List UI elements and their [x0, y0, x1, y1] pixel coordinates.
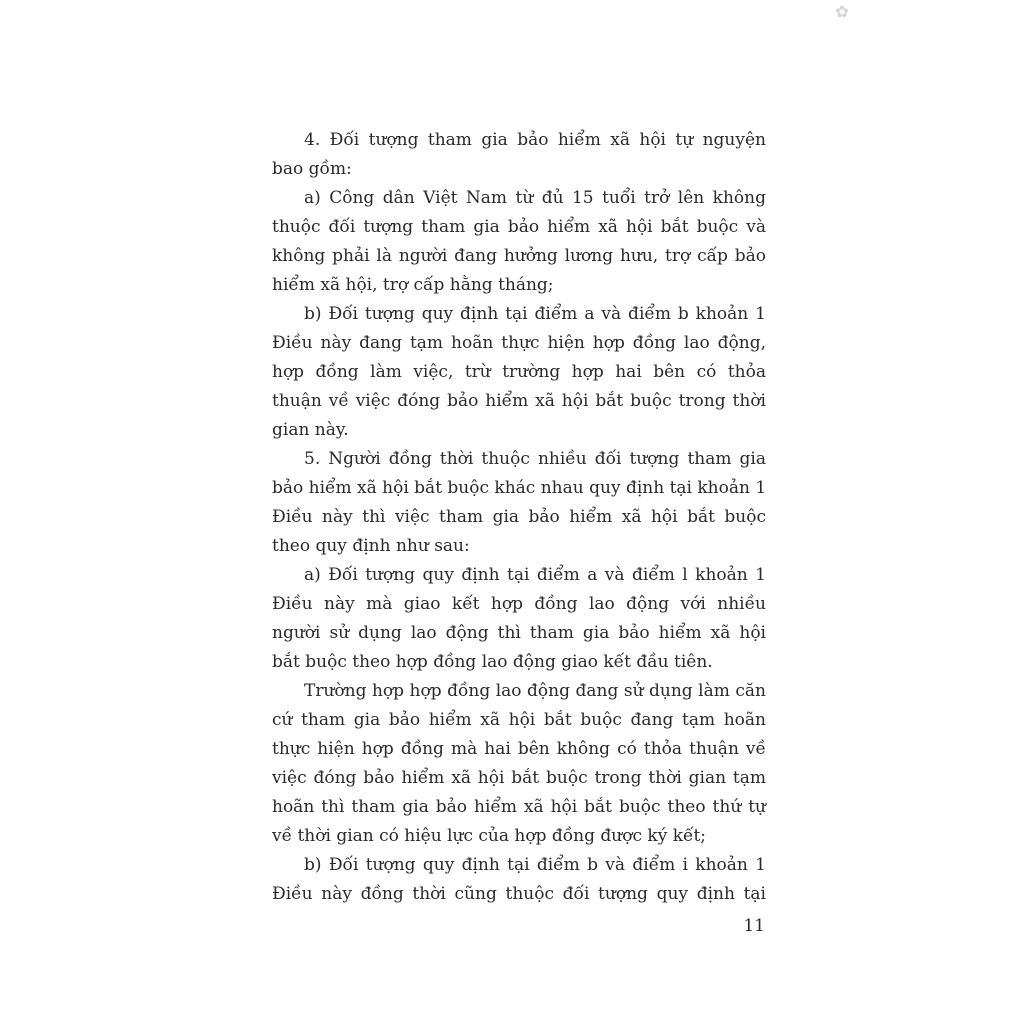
text-line: theo quy định như sau: [272, 536, 470, 556]
text-line: 5. Người đồng thời thuộc nhiều đối tượng tham gia [304, 449, 766, 469]
text-line: gian này. [272, 420, 349, 440]
text-line: b) Đối tượng quy định tại điểm a và điểm b khoản 1 [304, 304, 766, 324]
text-line: Điều này mà giao kết hợp đồng lao động với nhiều [272, 594, 766, 614]
body-text [272, 126, 766, 909]
text-line: bắt buộc theo hợp đồng lao động giao kết đầu tiên. [272, 652, 713, 672]
text-line: hiểm xã hội, trợ cấp hằng tháng; [272, 275, 554, 295]
text-line: việc đóng bảo hiểm xã hội bắt buộc trong thời gian tạm [272, 768, 766, 788]
text-line: Điều này đang tạm hoãn thực hiện hợp đồng lao động, [272, 333, 766, 353]
text-line: thuận về việc đóng bảo hiểm xã hội bắt buộc trong thời [272, 391, 766, 411]
text-line: b) Đối tượng quy định tại điểm b và điểm i khoản 1 [304, 855, 766, 875]
text-line: Trường hợp hợp đồng lao động đang sử dụng làm căn [304, 681, 766, 701]
text-line: hoãn thì tham gia bảo hiểm xã hội bắt buộc theo thứ tự [272, 797, 766, 817]
text-line: bảo hiểm xã hội bắt buộc khác nhau quy định tại khoản 1 [272, 478, 767, 498]
flower-icon: ✿ [835, 2, 849, 21]
text-line: a) Đối tượng quy định tại điểm a và điểm l khoản 1 [304, 565, 766, 585]
text-line: bao gồm: [272, 159, 352, 179]
page-number: 11 [743, 916, 765, 936]
text-line: 4. Đối tượng tham gia bảo hiểm xã hội tự nguyện [304, 130, 766, 150]
text-line: hợp đồng làm việc, trừ trường hợp hai bên có thỏa [272, 362, 766, 382]
text-line: thực hiện hợp đồng mà hai bên không có thỏa thuận về [272, 739, 766, 759]
text-line: không phải là người đang hưởng lương hưu, trợ cấp bảo [272, 246, 766, 266]
text-line: Điều này thì việc tham gia bảo hiểm xã hội bắt buộc [272, 507, 766, 527]
text-line: a) Công dân Việt Nam từ đủ 15 tuổi trở lên không [304, 188, 766, 208]
text-line: người sử dụng lao động thì tham gia bảo hiểm xã hội [272, 623, 766, 643]
text-line: cứ tham gia bảo hiểm xã hội bắt buộc đang tạm hoãn [272, 710, 766, 730]
text-line: Điều này đồng thời cũng thuộc đối tượng quy định tại [272, 884, 766, 904]
text-line: về thời gian có hiệu lực của hợp đồng được ký kết; [272, 826, 707, 846]
text-line: thuộc đối tượng tham gia bảo hiểm xã hội bắt buộc và [272, 217, 766, 237]
